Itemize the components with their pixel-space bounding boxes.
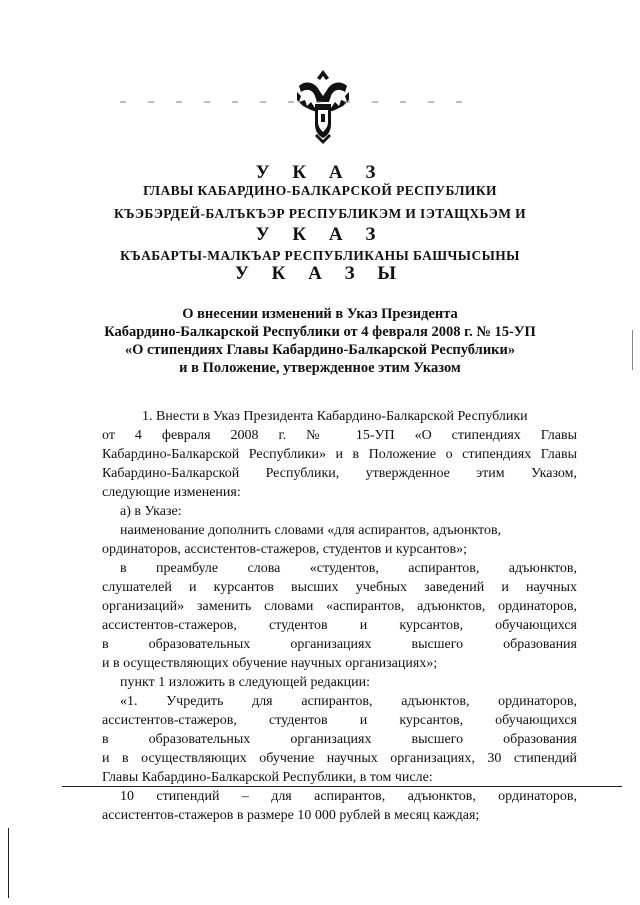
body-line: и в осуществляющих обучение научных организациях, 30 стипендий [102, 751, 577, 766]
body-line-underlined: 10 стипендий – для аспирантов, адъюнктов, ординаторов, [120, 789, 577, 804]
decree-title-line-3: «О стипендиях Главы Кабардино-Балкарской Республики» [124, 342, 516, 358]
body-line: «1. Учредить для аспирантов, адъюнктов, ординаторов, [120, 694, 577, 709]
body-line: и в осуществляющих обучение научных организациях»; [102, 656, 438, 671]
coat-of-arms-icon [293, 66, 353, 146]
body-line: пункт 1 изложить в следующей редакции: [120, 675, 370, 690]
body-line: Кабардино-Балкарской Республики, утвержденное этим Указом, [102, 466, 577, 481]
scan-artifact-line [62, 786, 622, 787]
scan-artifact-edge [8, 828, 9, 898]
body-line: Кабардино-Балкарской Республики» и в Положение о стипендиях Главы [102, 447, 577, 462]
body-line: 1. Внести в Указ Президента Кабардино-Балкарской Республики [142, 409, 528, 424]
decree-title-line-2: Кабардино-Балкарской Республики от 4 февраля 2008 г. № 15-УП [104, 324, 536, 340]
body-line: Главы Кабардино-Балкарской Республики, в том числе: [102, 770, 433, 785]
body-line: от 4 февраля 2008 г. № 15-УП «О стипендиях Главы [102, 428, 577, 443]
decree-heading-kabardian: У К А З [255, 224, 385, 245]
body-line: ассистентов-стажеров, студентов и курсантов, обучающихся [102, 713, 577, 728]
body-line: наименование дополнить словами «для аспирантов, адъюнктов, [120, 523, 502, 538]
body-line: ассистентов-стажеров в размере 10 000 рублей в месяц каждая; [102, 808, 480, 823]
body-line: следующие изменения: [102, 485, 241, 500]
body-line: в образовательных организациях высшего образования [102, 637, 577, 652]
body-line: в преамбуле слова «студентов, аспирантов, адъюнктов, [120, 561, 577, 576]
body-line: слушателей и курсантов высших учебных заведений и научных [102, 580, 577, 595]
body-line: ординаторов, ассистентов-стажеров, студентов и курсантов»; [102, 542, 467, 557]
body-line: в образовательных организациях высшего образования [102, 732, 577, 747]
decree-title-line-1: О внесении изменений в Указ Президента [182, 306, 458, 322]
header-line-balkarian: КЪАБАРТЫ-МАЛКЪАР РЕСПУБЛИКАНЫ БАШЧЫСЫНЫ [120, 248, 520, 263]
body-line: ассистентов-стажеров, студентов и курсантов, обучающихся [102, 618, 577, 633]
body-line: а) в Указе: [120, 504, 182, 519]
decree-heading: У К А З [255, 162, 385, 183]
decree-body [102, 407, 577, 825]
scan-dashes [120, 101, 470, 103]
scan-artifact-edge [632, 330, 633, 370]
decree-title-line-4: и в Положение, утвержденное этим Указом [179, 360, 461, 376]
header-line-kabardian: КЪЭБЭРДЕЙ-БАЛЪКЪЭР РЕСПУБЛИКЭМ И IЭТАЩХЬЭМ И [113, 206, 527, 221]
decree-heading-balkarian: У К А З Ы [234, 263, 406, 284]
header-line-russian: ГЛАВЫ КАБАРДИНО-БАЛКАРСКОЙ РЕСПУБЛИКИ [143, 183, 497, 198]
body-line: организаций» заменить словами «аспирантов, адъюнктов, ординаторов, [102, 599, 577, 614]
